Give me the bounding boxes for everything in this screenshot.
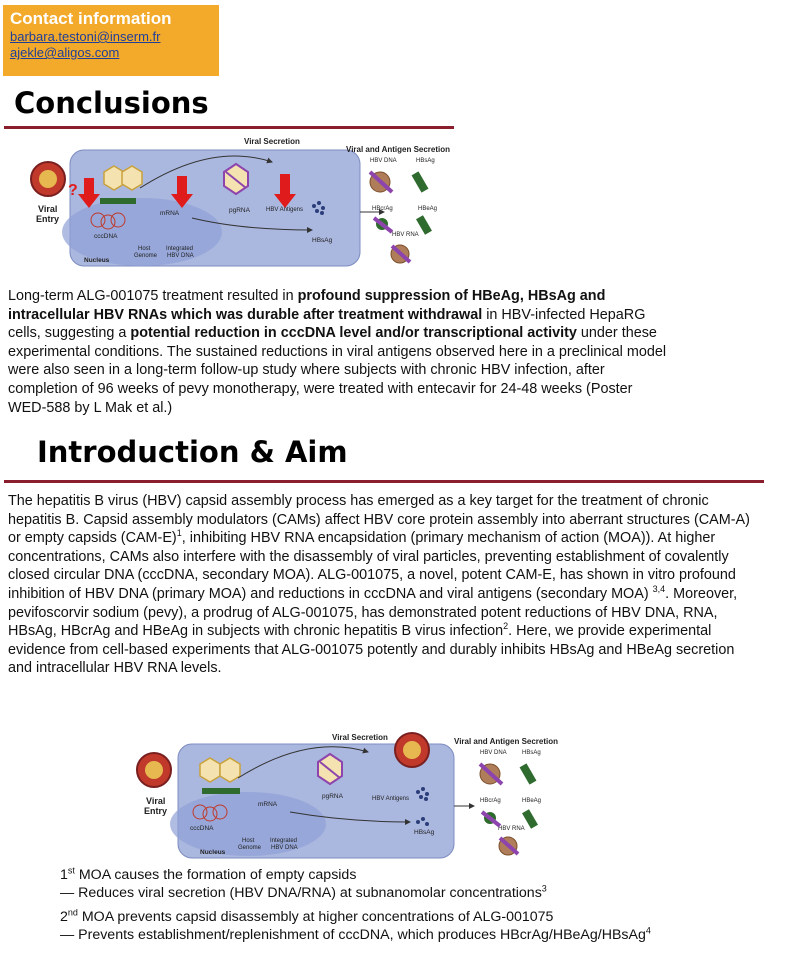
fig-host-genome: Genome [134, 253, 158, 259]
fig-hbv-antigens: HBV Antigens [372, 796, 410, 802]
text-bold: profound suppression of HBeAg, HBsAg and intracellular HBV RNAs which was durable after treatment withdrawal [8, 288, 606, 323]
fig-viral-entry: Entry [144, 806, 168, 816]
secretion-panel-title: Viral and Antigen Secretion [346, 145, 451, 154]
text-span: — Reduces viral secretion (HBV DNA/RNA) at subnanomolar concentrations [60, 885, 542, 901]
virus-particle-icon [137, 753, 171, 787]
text-span: — Prevents establishment/replenishment of cccDNA, which produces HBcrAg/HBeAg/HBsAg [60, 927, 646, 943]
fig-host-genome: Host [242, 838, 255, 844]
text-span: in HBV-infected HepaRG cells, suggesting a [8, 306, 646, 342]
fig-integrated: HBV DNA [167, 253, 194, 259]
secretion-panel-title: Viral and Antigen Secretion [454, 737, 559, 746]
secretion-label: HBV RNA [498, 826, 525, 832]
fig-nucleus: Nucleus [200, 849, 226, 856]
secretion-label: HBeAg [522, 798, 542, 804]
text-span: . Moreover, pevifoscorvir sodium (pevy), a prodrug of ALG-001075, has demonstrated potent reductions of HBV DNA, RNA, HBsAg, HBcrAg and HBeAg in subjects with chronic hepatitis B virus infection [8, 585, 738, 640]
green-bar [100, 198, 136, 204]
secretion-label: HBcrAg [480, 798, 501, 804]
secretion-label: HBV DNA [480, 750, 507, 756]
moa-line-3 [60, 908, 651, 926]
text-span: MOA causes the formation of empty capsids [74, 867, 357, 883]
fig-viral-secretion: Viral Secretion [332, 733, 388, 742]
secretion-label: HBsAg [522, 750, 541, 756]
question-mark: ? [68, 182, 78, 199]
text-span: 2 [60, 909, 68, 925]
contact-email-link[interactable]: barbara.testoni@inserm.fr [10, 29, 161, 44]
fig-viral-entry: Viral [38, 204, 58, 214]
fig-hbsag: HBsAg [414, 829, 435, 836]
fig-integrated: Integrated [270, 838, 298, 844]
reference-sup: 4 [645, 925, 651, 936]
moa-line-1 [60, 866, 651, 884]
mechanism-figure-conclusions [12, 132, 472, 270]
text-bold: potential reduction in cccDNA level and/or transcriptional activity [130, 325, 577, 342]
reference-sup: 1 [176, 528, 182, 539]
fig-hbv-antigens: HBV Antigens [266, 207, 304, 213]
reference-sup: 2 [503, 621, 509, 632]
intro-heading: Introduction & Aim [37, 435, 348, 469]
text-span: , inhibiting HBV RNA encapsidation (primary mechanism of action (MOA)). At higher concentrations, CAMs also interfere with the disassembly of viral particles, preventing establishment of covalently closed circular DNA (cccDNA, secondary MOA). ALG-001075, a novel, potent CAM-E, has shown in vitro profound inhibition of HBV DNA (primary MOA) and reductions in cccDNA and viral antigens (secondary MOA) [8, 530, 736, 602]
conclusions-heading: Conclusions [14, 86, 209, 120]
fig-viral-entry: Viral [146, 796, 166, 806]
virus-particle-icon [31, 162, 65, 196]
section-divider [4, 480, 764, 483]
fig-mrna: mRNA [160, 210, 180, 217]
moa-list [60, 866, 651, 944]
fig-nucleus: Nucleus [84, 257, 110, 264]
fig-pgrna: pgRNA [322, 793, 343, 800]
fig-integrated: HBV DNA [271, 845, 298, 851]
fig-host-genome: Genome [238, 845, 262, 851]
moa-line-2 [60, 884, 651, 902]
intro-paragraph [8, 492, 760, 678]
text-span: under these experimental conditions. The sustained reductions in viral antigens observed here in a preclinical model were also seen in a long-term follow-up study where subjects with chronic HBV infection, after completion of 96 weeks of pevy monotherapy, were treated with entecavir for 24-48 weeks (Poster WED-588 by L Mak et al.) [8, 325, 667, 416]
fig-integrated: Integrated [166, 246, 194, 252]
mechanism-figure-intro [118, 726, 578, 862]
conclusions-paragraph [8, 287, 672, 417]
fig-mrna: mRNA [258, 801, 278, 808]
fig-host-genome: Host [138, 246, 151, 252]
ordinal-sup: st [67, 865, 75, 876]
text-span: 1 [60, 867, 68, 883]
text-span: Long-term ALG-001075 treatment resulted in [8, 288, 298, 304]
secretion-label: HBV DNA [370, 158, 397, 164]
fig-cccdna: cccDNA [190, 825, 214, 832]
fig-viral-entry: Entry [36, 214, 60, 224]
virus-particle-icon [395, 733, 429, 767]
secretion-label: HBeAg [418, 206, 438, 212]
secretion-label: HBV RNA [392, 232, 419, 238]
secreted-particle-icons [370, 171, 432, 263]
reference-sup: 3,4 [652, 584, 666, 595]
contact-title: Contact information [10, 9, 172, 28]
green-bar [202, 788, 240, 794]
ordinal-sup: nd [67, 907, 78, 918]
text-span: MOA prevents capsid disassembly at higher concentrations of ALG-001075 [77, 909, 554, 925]
fig-pgrna: pgRNA [229, 207, 250, 214]
contact-info-box [3, 5, 219, 76]
secretion-label: HBsAg [416, 158, 435, 164]
reference-sup: 3 [541, 883, 547, 894]
secreted-particle-icons [480, 763, 538, 855]
secretion-label: HBcrAg [372, 206, 393, 212]
fig-cccdna: cccDNA [94, 233, 118, 240]
section-divider [4, 126, 454, 129]
fig-hbsag: HBsAg [312, 237, 333, 244]
text-span: . Here, we provide experimental evidence from cell-based experiments that ALG-001075 potently and durably inhibits HBsAg and HBeAg secretion and intracellular HBV RNA levels. [8, 623, 735, 677]
contact-email-link[interactable]: ajekle@aligos.com [10, 45, 120, 60]
text-span: The hepatitis B virus (HBV) capsid assembly process has emerged as a key target for the treatment of chronic hepatitis B. Capsid assembly modulators (CAMs) affect HBV core protein assembly into aberrant structures (CAM-A) or empty capsids (CAM-E) [8, 493, 750, 547]
fig-viral-secretion: Viral Secretion [244, 137, 300, 146]
moa-line-4 [60, 926, 651, 944]
